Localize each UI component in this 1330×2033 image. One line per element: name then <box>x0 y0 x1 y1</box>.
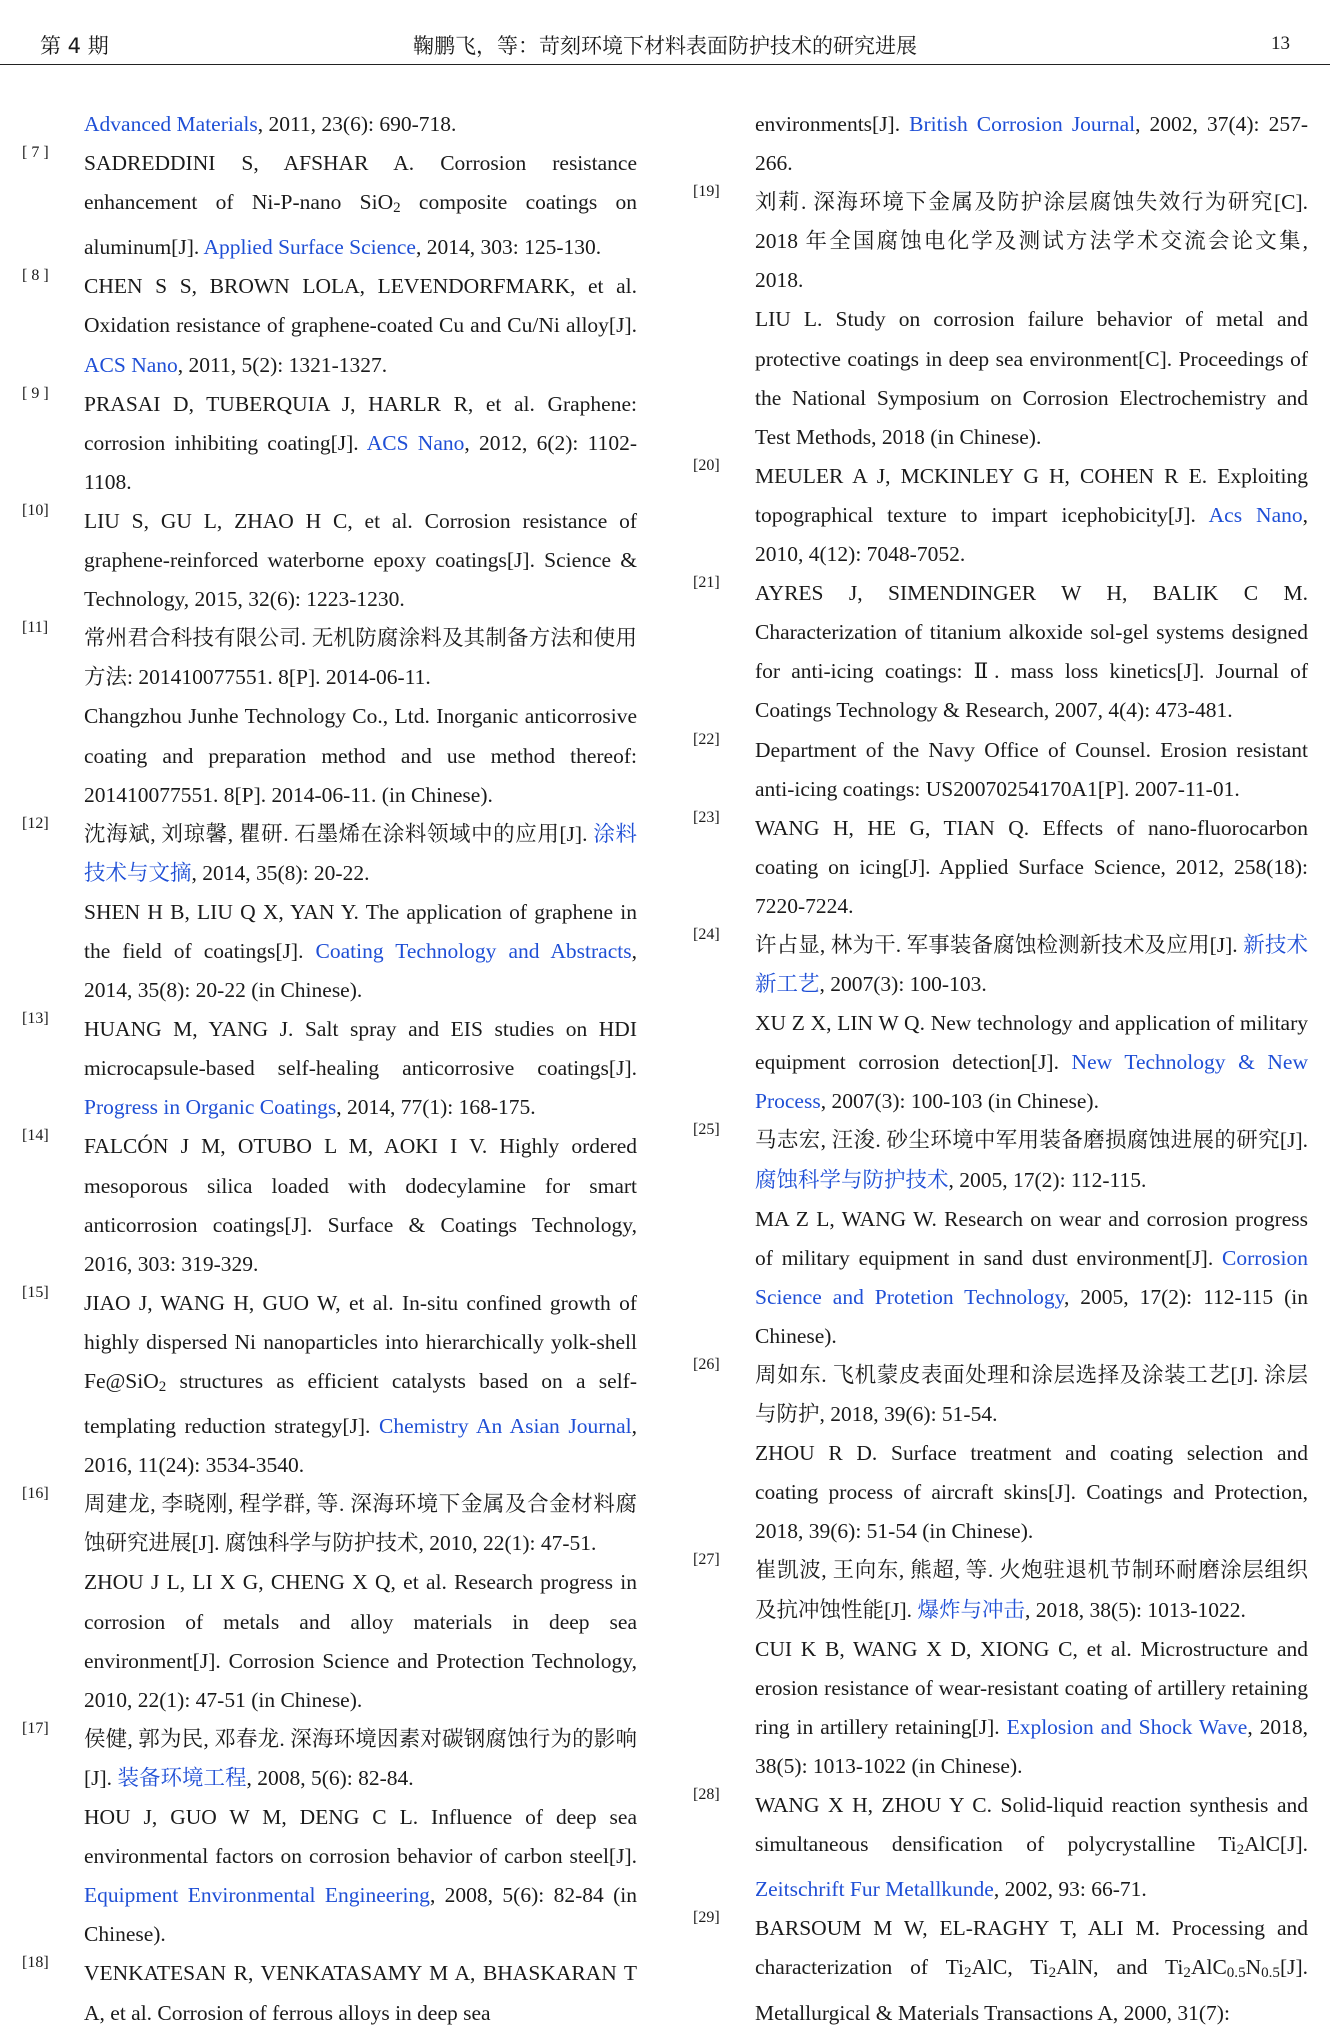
reference-number: [18] <box>22 1954 49 1972</box>
subscript: 2 <box>1183 1965 1191 1982</box>
text-run: 周建龙, 李晓刚, 程学群, 等. 深海环境下金属及合金材料腐蚀研究进展[J]. 腐蚀科学与防护技术, 2010, 22(1): 47-51. <box>84 1492 637 1556</box>
reference-text <box>755 1356 1308 1434</box>
journal-link[interactable]: ACS Nano <box>84 352 178 377</box>
reference-number: [14] <box>22 1127 49 1145</box>
journal-link[interactable]: Applied Surface Science <box>203 235 416 260</box>
reference-item <box>22 1954 637 2032</box>
text-run: Department of the Navy Office of Counsel. Erosion resistant anti-icing coatings: US20070254170A1[P]. 2007-11-01. <box>755 737 1308 801</box>
reference-item <box>693 105 1308 183</box>
reference-text <box>755 1200 1308 1356</box>
reference-text <box>84 1720 637 1798</box>
page-number: 13 <box>1271 33 1290 54</box>
text-run: composite coatings on aluminum[J]. <box>84 190 637 260</box>
reference-text <box>84 1954 637 2032</box>
reference-text <box>755 1909 1308 2032</box>
text-run: structures as efficient catalysts based on a self-templating reduction strategy[J]. <box>84 1369 637 1439</box>
text-run: WANG X H, ZHOU Y C. Solid-liquid reaction synthesis and simultaneous densification of polycrystalline Ti <box>755 1793 1308 1857</box>
text-run: MEULER A J, MCKINLEY G H, COHEN R E. Exploiting topographical texture to impart icephobicity[J]. <box>755 463 1308 527</box>
reference-number: [26] <box>693 1356 720 1373</box>
reference-item <box>22 144 637 267</box>
reference-text <box>755 1004 1308 1121</box>
text-run: Changzhou Junhe Technology Co., Ltd. Inorganic anticorrosive coating and preparation method and use method thereof: 201410077551. 8[P]. 2014-06-11. (in Chinese). <box>84 704 637 807</box>
reference-text <box>84 105 637 144</box>
journal-link[interactable]: 装备环境工程 <box>117 1765 247 1790</box>
reference-number: [27] <box>693 1551 720 1569</box>
text-run: MA Z L, WANG W. Research on wear and corrosion progress of military equipment in sand dust environment[J]. <box>755 1206 1308 1270</box>
journal-link[interactable]: Coating Technology and Abstracts <box>315 938 632 963</box>
text-run: HOU J, GUO W M, DENG C L. Influence of deep sea environmental factors on corrosion behavior of carbon steel[J]. <box>84 1805 637 1869</box>
text-run: CUI K B, WANG X D, XIONG C, et al. Microstructure and erosion resistance of wear-resistant coating of artillery retaining ring in artillery retaining[J]. <box>755 1636 1308 1739</box>
reference-item <box>693 1356 1308 1551</box>
reference-number: [22] <box>693 730 720 748</box>
reference-item <box>22 105 637 144</box>
reference-number: [29] <box>693 1909 720 1927</box>
reference-text <box>84 385 637 502</box>
reference-number: [23] <box>693 808 720 826</box>
reference-text <box>84 1485 637 1563</box>
reference-item <box>22 1720 637 1955</box>
reference-text <box>755 1630 1308 1786</box>
text-run: 常州君合科技有限公司. 无机防腐涂料及其制备方法和使用方法: 201410077551. 8[P]. 2014-06-11. <box>84 626 637 690</box>
text-run: , 2014, 303: 125-130. <box>415 235 602 260</box>
journal-link[interactable]: Equipment Environmental Engineering <box>84 1883 430 1908</box>
reference-text <box>84 1284 637 1485</box>
reference-item <box>22 267 637 384</box>
reference-item <box>22 1284 637 1485</box>
text-run: XU Z X, LIN W Q. New technology and application of military equipment corrosion detection[J]. <box>755 1011 1308 1075</box>
reference-item <box>693 731 1308 809</box>
reference-item <box>693 809 1308 926</box>
text-run: AlN, and Ti <box>1056 1955 1184 1980</box>
journal-link[interactable]: 爆炸与冲击 <box>917 1597 1025 1622</box>
text-run: PRASAI D, TUBERQUIA J, HARLR R, et al. Graphene: corrosion inhibiting coating[J]. <box>84 391 637 455</box>
reference-text <box>755 183 1308 300</box>
text-run: SADREDDINI S, AFSHAR A. Corrosion resistance enhancement of Ni-P-nano SiO <box>84 151 637 215</box>
reference-text <box>84 144 637 267</box>
reference-number: [11] <box>22 619 49 637</box>
left-reference-column <box>22 105 637 2033</box>
text-run: VENKATESAN R, VENKATASAMY M A, BHASKARAN T A, et al. Corrosion of ferrous alloys in deep sea <box>84 1961 637 2025</box>
text-run: 马志宏, 汪浚. 砂尘环境中军用装备磨损腐蚀进展的研究[J]. <box>755 1128 1308 1153</box>
reference-text <box>84 1563 637 1719</box>
text-run: AlC[J]. <box>1244 1832 1308 1857</box>
text-run: environments[J]. <box>755 112 910 136</box>
right-reference-column <box>693 105 1308 2033</box>
reference-item <box>693 1121 1308 1356</box>
journal-link[interactable]: Zeitschrift Fur Metallkunde <box>755 1877 994 1902</box>
reference-text <box>755 731 1308 809</box>
text-run: JIAO J, WANG H, GUO W, et al. In-situ confined growth of highly dispersed Ni nanoparticles into hierarchically yolk-shell Fe@SiO <box>84 1290 637 1393</box>
text-run: , 2014, 77(1): 168-175. <box>336 1095 536 1120</box>
reference-text <box>84 893 637 1010</box>
subscript: 2 <box>393 200 401 217</box>
reference-number: [20] <box>693 456 720 474</box>
reference-item <box>22 385 637 502</box>
reference-item <box>22 502 637 619</box>
text-run: , 2014, 35(8): 20-22. <box>191 860 370 885</box>
journal-link[interactable]: Corrosion Science and Protetion Technology <box>755 1245 1308 1309</box>
text-run: , 2005, 17(2): 112-115. <box>948 1167 1147 1192</box>
text-run: , 2014, 35(8): 20-22 (in Chinese). <box>84 938 637 1003</box>
text-run: 侯健, 郭为民, 邓春龙. 深海环境因素对碳钢腐蚀行为的影响[J]. <box>84 1726 637 1790</box>
subscript: 2 <box>1048 1965 1057 1982</box>
text-run: LIU S, GU L, ZHAO H C, et al. Corrosion resistance of graphene-reinforced waterborne epoxy coatings[J]. Science & Technology, 2015, 32(6): 1223-1230. <box>84 508 637 612</box>
text-run: HUANG M, YANG J. Salt spray and EIS studies on HDI microcapsule-based self-healing anticorrosive coatings[J]. <box>84 1017 637 1081</box>
reference-number: [25] <box>693 1121 720 1139</box>
text-run: [J]. Metallurgical & Materials Transactions A, 2000, 31(7): <box>755 1955 1308 2025</box>
reference-text <box>755 926 1308 1004</box>
text-run: , 2007(3): 100-103. <box>819 972 987 997</box>
reference-text <box>84 502 637 619</box>
reference-number: [12] <box>22 814 49 832</box>
reference-number: [24] <box>693 925 720 943</box>
journal-link[interactable]: 涂料技术与文摘 <box>84 821 637 885</box>
reference-item <box>22 1127 637 1283</box>
text-run: CHEN S S, BROWN LOLA, LEVENDORFMARK, et al. Oxidation resistance of graphene-coated Cu and Cu/Ni alloy[J]. <box>84 274 637 338</box>
text-run: , 2018, 38(5): 1013-1022 (in Chinese). <box>755 1714 1308 1778</box>
reference-text <box>755 300 1308 456</box>
issue-label: 第 4 期 <box>40 34 109 58</box>
text-run: , 2011, 23(6): 690-718. <box>257 112 457 136</box>
reference-item <box>693 1786 1308 1909</box>
journal-link[interactable]: Advanced Materials <box>84 112 258 136</box>
text-run: , 2010, 4(12): 7048-7052. <box>755 502 1308 567</box>
journal-link[interactable]: New Technology & New Process <box>755 1050 1308 1114</box>
reference-item <box>693 1909 1308 2032</box>
text-run: , 2002, 93: 66-71. <box>993 1877 1147 1902</box>
journal-link[interactable]: 新技术新工艺 <box>755 932 1308 997</box>
reference-item <box>22 815 637 1010</box>
reference-text <box>755 1786 1308 1909</box>
journal-link[interactable]: Chemistry An Asian Journal <box>378 1414 632 1439</box>
text-run: LIU L. Study on corrosion failure behavior of metal and protective coatings in deep sea environment[C]. Proceedings of the National Symposium on Corrosion Electrochemistry and Test Methods, 2018 (in Chinese). <box>755 307 1308 449</box>
subscript: 2 <box>963 1965 972 1982</box>
reference-number: [ 8 ] <box>22 267 49 285</box>
text-run: , 2007(3): 100-103 (in Chinese). <box>820 1089 1099 1114</box>
reference-text <box>84 1127 637 1283</box>
text-run: 刘莉. 深海环境下金属及防护涂层腐蚀失效行为研究[C]. 2018 年全国腐蚀电化学及测试方法学术交流会论文集, 2018. <box>755 190 1308 293</box>
reference-number: [19] <box>693 183 720 201</box>
subscript: 0.5 <box>1261 1965 1280 1982</box>
reference-text <box>84 1010 637 1127</box>
journal-link[interactable]: Explosion and Shock Wave <box>1006 1714 1248 1739</box>
reference-text <box>755 574 1308 730</box>
reference-item <box>693 574 1308 730</box>
reference-number: [13] <box>22 1010 49 1028</box>
reference-number: [15] <box>22 1283 49 1301</box>
reference-text <box>84 697 637 814</box>
subscript: 0.5 <box>1226 1965 1246 1982</box>
running-title: 鞠鹏飞，等：苛刻环境下材料表面防护技术的研究进展 <box>413 34 917 58</box>
subscript: 2 <box>1236 1842 1245 1859</box>
text-run: AYRES J, SIMENDINGER W H, BALIK C M. Characterization of titanium alkoxide sol-gel systems designed for anti-icing coatings: Ⅱ. mass loss kinetics[J]. Journal of Coatings Technology & Research, 2007, 4(4): 473-481. <box>755 581 1308 723</box>
text-run: SHEN H B, LIU Q X, YAN Y. The application of graphene in the field of coatings[J]. <box>84 899 637 963</box>
text-run: , 2011, 5(2): 1321-1327. <box>177 352 388 377</box>
text-run: FALCÓN J M, OTUBO L M, AOKI I V. Highly ordered mesoporous silica loaded with dodecylamine for smart anticorrosion coatings[J]. Surface & Coatings Technology, 2016, 303: 319-329. <box>84 1134 637 1276</box>
subscript: 2 <box>158 1379 167 1395</box>
reference-number: [16] <box>22 1485 49 1503</box>
journal-link[interactable]: ACS Nano <box>366 430 465 455</box>
reference-number: [17] <box>22 1719 49 1737</box>
journal-link[interactable]: 腐蚀科学与防护技术 <box>755 1167 949 1192</box>
reference-item <box>22 1010 637 1127</box>
reference-item <box>693 926 1308 1121</box>
text-run: AlC <box>1190 1955 1227 1980</box>
text-run: , 2008, 5(6): 82-84 (in Chinese). <box>84 1883 637 1947</box>
text-run: , 2008, 5(6): 82-84. <box>246 1765 414 1790</box>
text-run: 许占显, 林为干. 军事装备腐蚀检测新技术及应用[J]. <box>755 932 1244 957</box>
text-run: N <box>1245 1955 1262 1980</box>
page-header <box>0 0 1330 65</box>
reference-text <box>755 809 1308 926</box>
text-run: , 2005, 17(2): 112-115 (in Chinese). <box>755 1284 1308 1348</box>
reference-text <box>84 619 637 697</box>
reference-text <box>755 105 1308 183</box>
reference-item <box>22 619 637 814</box>
reference-number: [ 9 ] <box>22 384 49 402</box>
text-run: , 2002, 37(4): 257-266. <box>755 112 1308 176</box>
reference-number: [ 7 ] <box>22 144 49 162</box>
text-run: 周如东. 飞机蒙皮表面处理和涂层选择及涂装工艺[J]. 涂层与防护, 2018, 39(6): 51-54. <box>755 1363 1308 1427</box>
reference-text <box>755 1434 1308 1551</box>
text-run: 沈海斌, 刘琼馨, 瞿研. 石墨烯在涂料领域中的应用[J]. <box>84 821 594 846</box>
text-run: , 2012, 6(2): 1102-1108. <box>84 430 637 494</box>
reference-text <box>755 1551 1308 1629</box>
journal-link[interactable]: Progress in Organic Coatings <box>84 1095 337 1120</box>
journal-link[interactable]: British Corrosion Journal <box>909 112 1136 136</box>
text-run: WANG H, HE G, TIAN Q. Effects of nano-fluorocarbon coating on icing[J]. Applied Surface Science, 2012, 258(18): 7220-7224. <box>755 815 1308 918</box>
reference-item <box>693 457 1308 574</box>
text-run: 崔凯波, 王向东, 熊超, 等. 火炮驻退机节制环耐磨涂层组织及抗冲蚀性能[J]. <box>755 1558 1308 1622</box>
text-run: , 2018, 38(5): 1013-1022. <box>1024 1597 1246 1622</box>
reference-number: [21] <box>693 574 720 592</box>
reference-text <box>84 267 637 384</box>
reference-text <box>755 1121 1308 1199</box>
reference-number: [28] <box>693 1786 720 1804</box>
reference-item <box>693 183 1308 457</box>
text-run: ZHOU J L, LI X G, CHENG X Q, et al. Research progress in corrosion of metals and alloy materials in deep sea environment[J]. Corrosion Science and Protection Technology, 2010, 22(1): 47-51 (in Chinese). <box>84 1570 637 1712</box>
reference-text <box>84 815 637 893</box>
reference-item <box>22 1485 637 1720</box>
text-run: BARSOUM M W, EL-RAGHY T, ALI M. Processing and characterization of Ti <box>755 1916 1308 1980</box>
reference-text <box>84 1798 637 1954</box>
text-run: , 2016, 11(24): 3534-3540. <box>84 1414 638 1478</box>
reference-text <box>755 457 1308 574</box>
text-run: ZHOU R D. Surface treatment and coating selection and coating process of aircraft skins[J]. Coatings and Protection, 2018, 39(6): 51-54 (in Chinese). <box>755 1441 1308 1544</box>
text-run: AlC, Ti <box>971 1955 1049 1980</box>
reference-number: [10] <box>22 501 49 519</box>
journal-link[interactable]: Acs Nano <box>1208 502 1303 527</box>
reference-item <box>693 1551 1308 1786</box>
